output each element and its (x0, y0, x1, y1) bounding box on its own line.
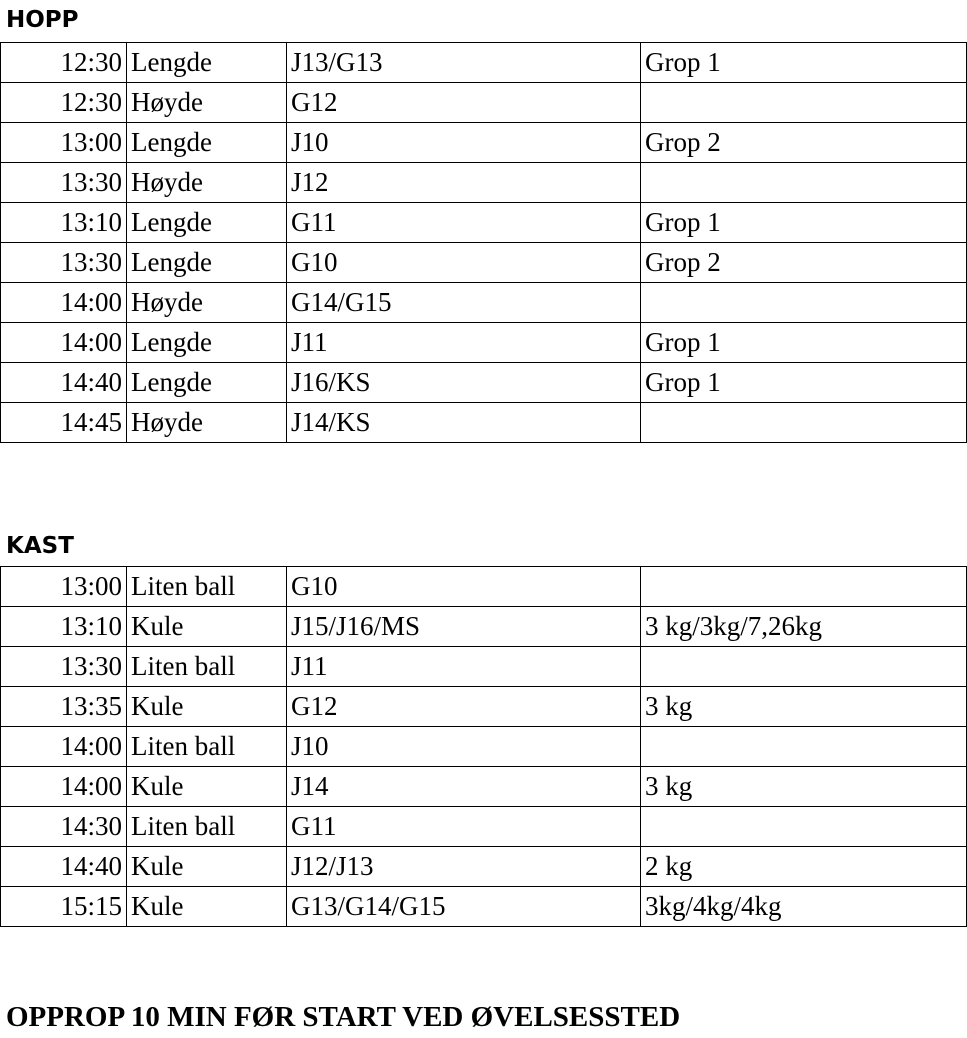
table-row (1, 363, 967, 403)
table-row (1, 847, 967, 887)
roll-call-notice: OPPROP 10 MIN FØR START VED ØVELSESSTED (6, 1001, 681, 1033)
class-group-cell: G10 (287, 567, 641, 607)
time-cell: 14:40 (1, 363, 127, 403)
event-cell: Lengde (127, 363, 287, 403)
note-cell (641, 83, 967, 123)
event-cell: Høyde (127, 283, 287, 323)
event-cell: Liten ball (127, 647, 287, 687)
class-group-cell: G12 (287, 687, 641, 727)
class-group-cell: J15/J16/MS (287, 607, 641, 647)
event-cell: Liten ball (127, 567, 287, 607)
time-cell: 14:00 (1, 767, 127, 807)
table-row (1, 243, 967, 283)
time-cell: 14:45 (1, 403, 127, 443)
class-group-cell: J14/KS (287, 403, 641, 443)
table-row (1, 283, 967, 323)
note-cell (641, 283, 967, 323)
table-row (1, 43, 967, 83)
class-group-cell: J13/G13 (287, 43, 641, 83)
hopp-schedule-table (0, 42, 967, 443)
table-row (1, 887, 967, 927)
event-cell: Lengde (127, 43, 287, 83)
note-cell (641, 403, 967, 443)
time-cell: 13:35 (1, 687, 127, 727)
time-cell: 13:30 (1, 243, 127, 283)
time-cell: 14:30 (1, 807, 127, 847)
note-cell (641, 567, 967, 607)
table-row (1, 123, 967, 163)
time-cell: 14:00 (1, 323, 127, 363)
event-cell: Kule (127, 847, 287, 887)
table-row (1, 687, 967, 727)
time-cell: 15:15 (1, 887, 127, 927)
note-cell: 3 kg (641, 687, 967, 727)
note-cell: Grop 1 (641, 203, 967, 243)
table-row (1, 567, 967, 607)
table-row (1, 727, 967, 767)
note-cell: 3kg/4kg/4kg (641, 887, 967, 927)
event-cell: Liten ball (127, 727, 287, 767)
table-row (1, 163, 967, 203)
time-cell: 14:00 (1, 727, 127, 767)
time-cell: 13:10 (1, 607, 127, 647)
class-group-cell: J11 (287, 647, 641, 687)
time-cell: 12:30 (1, 43, 127, 83)
note-cell: 2 kg (641, 847, 967, 887)
class-group-cell: J10 (287, 727, 641, 767)
event-cell: Høyde (127, 163, 287, 203)
table-row (1, 323, 967, 363)
time-cell: 13:30 (1, 163, 127, 203)
note-cell (641, 163, 967, 203)
table-row (1, 203, 967, 243)
time-cell: 13:00 (1, 567, 127, 607)
note-cell: Grop 1 (641, 363, 967, 403)
class-group-cell: G12 (287, 83, 641, 123)
table-row (1, 807, 967, 847)
event-cell: Kule (127, 687, 287, 727)
note-cell (641, 647, 967, 687)
note-cell (641, 807, 967, 847)
kast-section-title: KAST (6, 533, 74, 559)
class-group-cell: J16/KS (287, 363, 641, 403)
time-cell: 13:00 (1, 123, 127, 163)
class-group-cell: G14/G15 (287, 283, 641, 323)
table-row (1, 83, 967, 123)
time-cell: 13:30 (1, 647, 127, 687)
class-group-cell: J10 (287, 123, 641, 163)
table-row (1, 607, 967, 647)
event-cell: Lengde (127, 123, 287, 163)
event-cell: Lengde (127, 243, 287, 283)
note-cell: Grop 1 (641, 43, 967, 83)
note-cell (641, 727, 967, 767)
table-row (1, 403, 967, 443)
class-group-cell: J12 (287, 163, 641, 203)
note-cell: Grop 1 (641, 323, 967, 363)
class-group-cell: J14 (287, 767, 641, 807)
event-cell: Kule (127, 767, 287, 807)
kast-schedule-table (0, 566, 967, 927)
note-cell: 3 kg/3kg/7,26kg (641, 607, 967, 647)
table-row (1, 767, 967, 807)
class-group-cell: J11 (287, 323, 641, 363)
event-cell: Lengde (127, 203, 287, 243)
event-cell: Høyde (127, 83, 287, 123)
class-group-cell: G11 (287, 203, 641, 243)
event-cell: Kule (127, 887, 287, 927)
event-cell: Lengde (127, 323, 287, 363)
event-cell: Høyde (127, 403, 287, 443)
time-cell: 14:40 (1, 847, 127, 887)
hopp-section-title: HOPP (6, 7, 79, 33)
time-cell: 14:00 (1, 283, 127, 323)
note-cell: Grop 2 (641, 123, 967, 163)
time-cell: 12:30 (1, 83, 127, 123)
table-row (1, 647, 967, 687)
class-group-cell: G13/G14/G15 (287, 887, 641, 927)
event-cell: Kule (127, 607, 287, 647)
event-cell: Liten ball (127, 807, 287, 847)
note-cell: Grop 2 (641, 243, 967, 283)
note-cell: 3 kg (641, 767, 967, 807)
time-cell: 13:10 (1, 203, 127, 243)
class-group-cell: G10 (287, 243, 641, 283)
class-group-cell: G11 (287, 807, 641, 847)
class-group-cell: J12/J13 (287, 847, 641, 887)
